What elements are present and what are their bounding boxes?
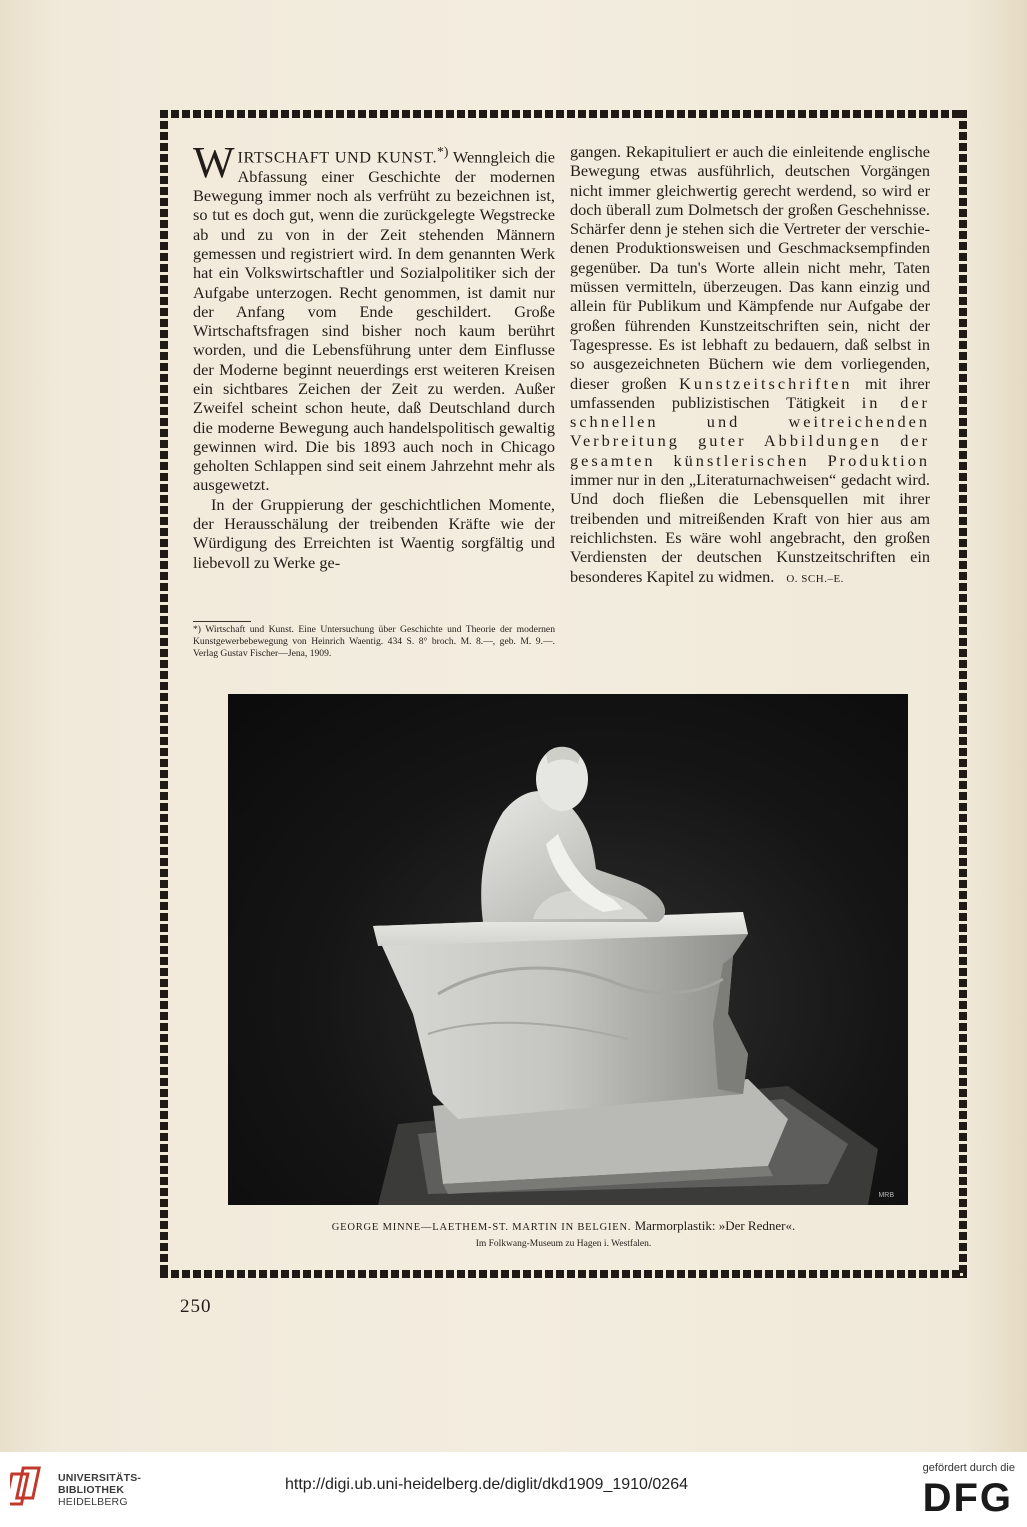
library-logo-link[interactable] (10, 1464, 50, 1515)
library-logo-icon (10, 1464, 50, 1510)
footnote: *) Wirtschaft und Kunst. Eine Untersuchung über Geschichte und Theorie der modernen Kunstgewerbebewegung von Heinrich Waentig. 434 S. 8° broch. M. 8.—, geb. M. 9.—. Verlag Gustav Fischer—Jena, 1909. (193, 624, 555, 659)
viewer-footer (0, 1452, 1027, 1527)
author-signature: O. SCH.–E. (786, 572, 844, 585)
library-name-line1: UNIVERSITÄTS- (58, 1472, 142, 1484)
figure-caption-location: Im Folkwang-Museum zu Hagen i. Westfalen. (475, 1239, 652, 1249)
library-name-line3: HEIDELBERG (58, 1496, 128, 1508)
drop-cap: W (193, 138, 235, 187)
article-heading: IRTSCHAFT UND KUNST. (237, 147, 438, 167)
border-right (959, 110, 967, 1278)
caption-artist: GEORGE MINNE—LAETHEM-ST. MARTIN IN BELGIEN. (331, 1222, 632, 1233)
figure-caption (160, 1218, 967, 1236)
left-paragraph-1: Wenngleich die Abfassung einer Geschichte der modernen Bewegung immer noch als verfrüht zu bezeichnen ist, so tut es doch gut, wenn die zurückgelegte Wegstrecke ab und zu von in der Zeit stehenden Männern gemessen und registriert wird. In dem genannten Werk hat ein Volkswirtschaftler und Sozialpolitiker sich der Aufgabe unterzogen. Recht genommen, ist damit nur der Anfang vom Ende geschildert. Große Wirtschaftsfragen sind bisher noch kaum berührt worden, und die Lebensführung unter dem Einflusse der Moderne beginnt neuerdings erst weiteren Kreisen ein sichtbares Zeichen der Zeit zu werden. Außer Zweifel scheint schon heute, daß Deutschland durch die moderne Bewegung auch handelspolitisch gewaltig gewinnen wird. Die bis 1893 auch noch in Chicago geholten Schlappen sind seit einem Jahrzehnt mehr als ausgewetzt. (193, 147, 555, 495)
right-text-3: immer nur in den „Literaturnachweisen“ gedacht wird. Und doch fließen die Lebensquellen mit ihrer treibenden und mitreißenden Kraft von hier aus am reichlichsten. Es wäre wohl angebracht, den großen Verdiensten der deutschen Kunstzeitschriften ein besonderes Kapitel zu widmen. (570, 470, 930, 586)
right-spaced-1: Kunstzeitschriften (679, 373, 853, 393)
dfg-logo-link[interactable]: DFG (922, 1476, 1013, 1520)
page-number: 250 (180, 1296, 212, 1317)
permalink-url[interactable]: http://digi.ub.uni-heidelberg.de/diglit/dkd1909_1910/0264 (285, 1476, 688, 1493)
footnote-rule (193, 621, 251, 622)
funded-by-label: gefördert durch die (922, 1462, 1015, 1474)
sculpture-photo (228, 694, 908, 1205)
library-name-line2: BIBLIOTHEK (58, 1484, 125, 1496)
library-name (58, 1472, 141, 1508)
right-spaced-2: in der schnellen und weitreichenden Verbreitung guter Abbildungen der gesamten künstlerischen Produktion (570, 392, 930, 470)
border-left (160, 110, 168, 1278)
border-bottom (160, 1270, 967, 1278)
footnote-marker: *) (437, 144, 449, 159)
sculpture-image (228, 694, 908, 1205)
article-right-column (570, 142, 930, 589)
left-paragraph-2: In der Gruppierung der geschichtlichen Momente, der Herausschälung der treibenden Kräfte wie der Würdigung des Erreichten ist Waentig sorgfältig und liebevoll zu Werke ge- (193, 494, 555, 572)
border-top (160, 110, 967, 118)
right-text-1: gangen. Rekapituliert er auch die einleitende englische Bewegung etwas ausführlich, deutschen Vorgängen nicht immer gleichwertig gerecht werdend, so wird er doch überall zum Dolmetsch der großen Geschehnisse. Schärfer denn je stehen sich die Vertreter der verschiedenen Produktionsweisen und Geschmacksempfinden gegenüber. Da tun's Worte allein nicht mehr, Taten müssen vermitteln, überzeugen. Das kann einzig und allein für Publikum und Kämpfende nur Aufgabe der großen führenden Kunstzeitschriften sein, nicht der Tagespresse. Es ist lebhaft zu bedauern, daß selbst in so ausgezeichneten Büchern wie dem vorliegenden, dieser großen (570, 142, 930, 393)
photo-watermark: MRB (878, 1192, 894, 1199)
caption-title: Marmorplastik: »Der Redner«. (631, 1218, 796, 1233)
article-left-column (193, 138, 555, 572)
right-text-2: mit ihrer umfassenden publizistischen Tätigkeit (570, 373, 930, 412)
